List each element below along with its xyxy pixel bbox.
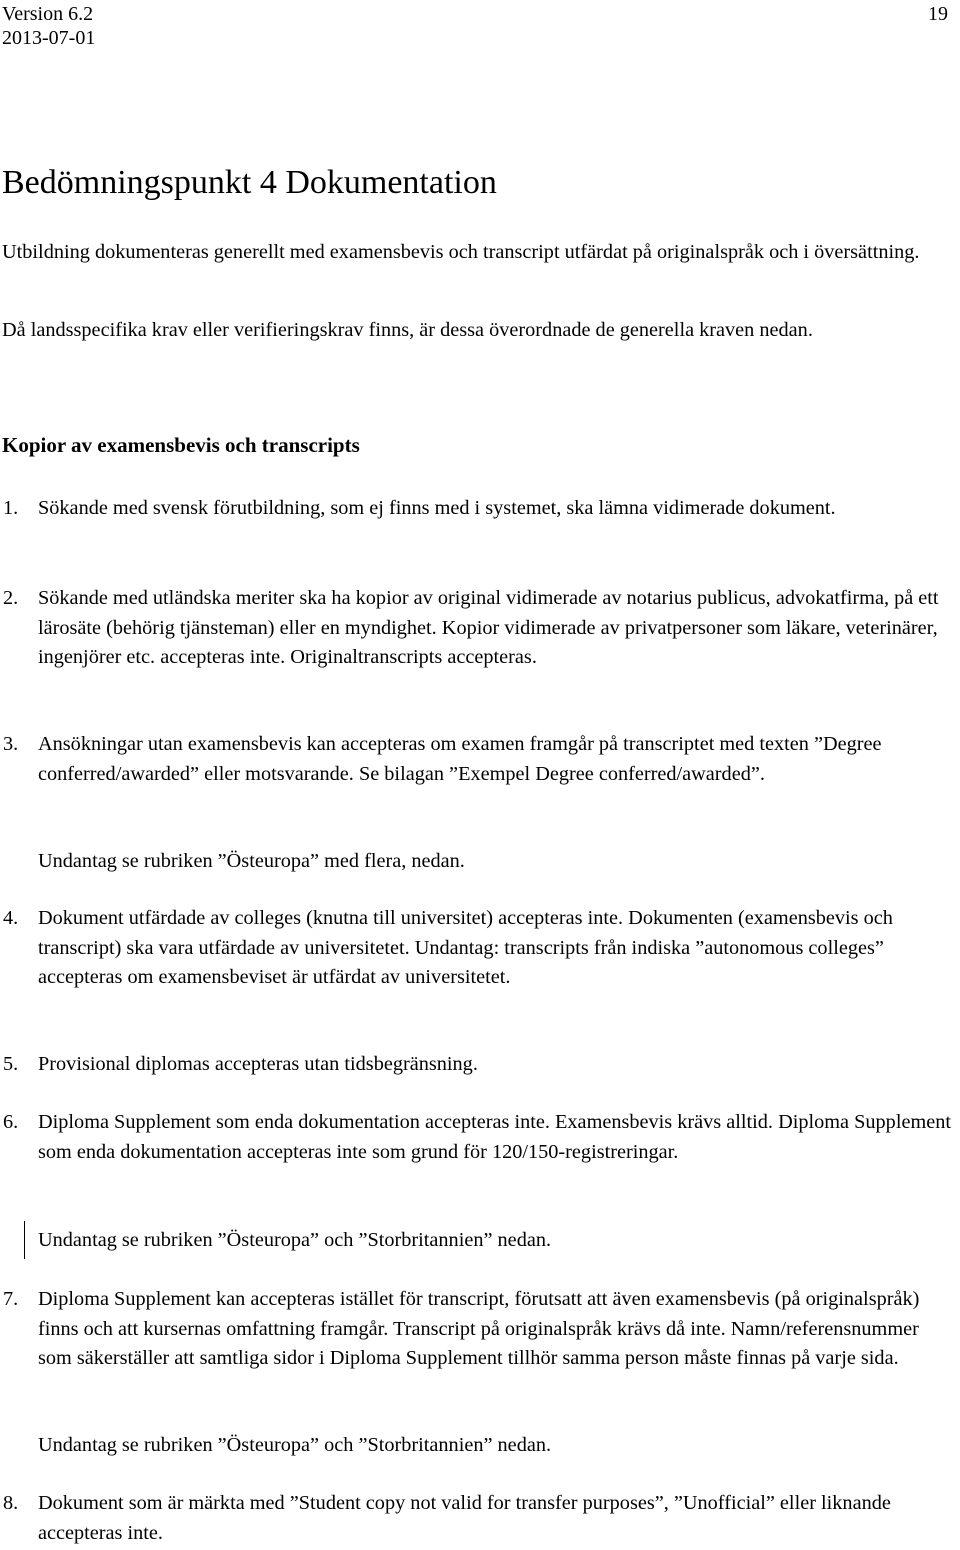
list-item-number: 6. [3,1111,19,1133]
page-number: 19 [928,3,948,25]
page-title: Bedömningspunkt 4 Dokumentation [2,164,497,201]
section-heading: Kopior av examensbevis och transcripts [2,433,360,457]
revision-bar [24,1221,25,1259]
list-item-text: Diploma Supplement som enda dokumentation accepteras inte. Examensbevis krävs alltid. Diploma Supplement som enda dokumentation accepteras inte som grund för 120/150-registreringar. [38,1111,952,1163]
list-item-number: 1. [3,497,19,519]
list-item-number: 3. [3,733,19,755]
list-item-text: Dokument utfärdade av colleges (knutna till universitet) accepteras inte. Dokumenten (examensbevis och transcript) ska vara utfärdade av universitetet. Undantag: transcripts från indiska ”autonomous colleges” accepteras om examensbeviset är utfärdat av universitetet. [38,907,893,988]
list-item-text: Provisional diplomas accepteras utan tidsbegränsning. [38,1053,478,1075]
intro-paragraph-2: Då landsspecifika krav eller verifieringskrav finns, är dessa överordnade de generella kraven nedan. [2,319,813,341]
header-date: 2013-07-01 [2,27,96,49]
page-header [2,2,95,50]
list-item-text: Ansökningar utan examensbevis kan accepteras om examen framgår på transcriptet med texten ”Degree conferred/awarded” eller motsvarande. Se bilagan ”Exempel Degree conferred/awarded”. [38,733,882,785]
intro-paragraph-1: Utbildning dokumenteras generellt med examensbevis och transcript utfärdat på originalspråk och i översättning. [2,241,920,263]
list-item-number: 2. [3,587,19,609]
exception-note: Undantag se rubriken ”Östeuropa” och ”Storbritannien” nedan. [38,1434,552,1456]
exception-note: Undantag se rubriken ”Östeuropa” och ”Storbritannien” nedan. [38,1229,552,1251]
list-item-text: Dokument som är märkta med ”Student copy not valid for transfer purposes”, ”Unofficial” eller liknande accepteras inte. [38,1492,891,1544]
list-item-text: Diploma Supplement kan accepteras istället för transcript, förutsatt att även examensbevis (på originalspråk) finns och att kursernas omfattning framgår. Transcript på originalspråk krävs då inte. Namn/referensnummer som säkerställer att samtliga sidor i Diploma Supplement tillhör samma person måste finnas på varje sida. [38,1288,920,1369]
list-item-number: 4. [3,907,19,929]
list-item-number: 7. [3,1288,19,1310]
version-label: Version 6.2 [2,3,94,25]
list-item-number: 5. [3,1053,19,1075]
list-item-text: Sökande med svensk förutbildning, som ej finns med i systemet, ska lämna vidimerade dokument. [38,497,836,519]
exception-note: Undantag se rubriken ”Östeuropa” med flera, nedan. [38,850,465,872]
list-item-text: Sökande med utländska meriter ska ha kopior av original vidimerade av notarius publicus, advokatfirma, på ett lärosäte (behörig tjänsteman) eller en myndighet. Kopior vidimerade av privatpersoner som läkare, veterinärer, ingenjörer etc. accepteras inte. Originaltranscripts accepteras. [38,587,939,668]
list-item-number: 8. [3,1492,19,1514]
